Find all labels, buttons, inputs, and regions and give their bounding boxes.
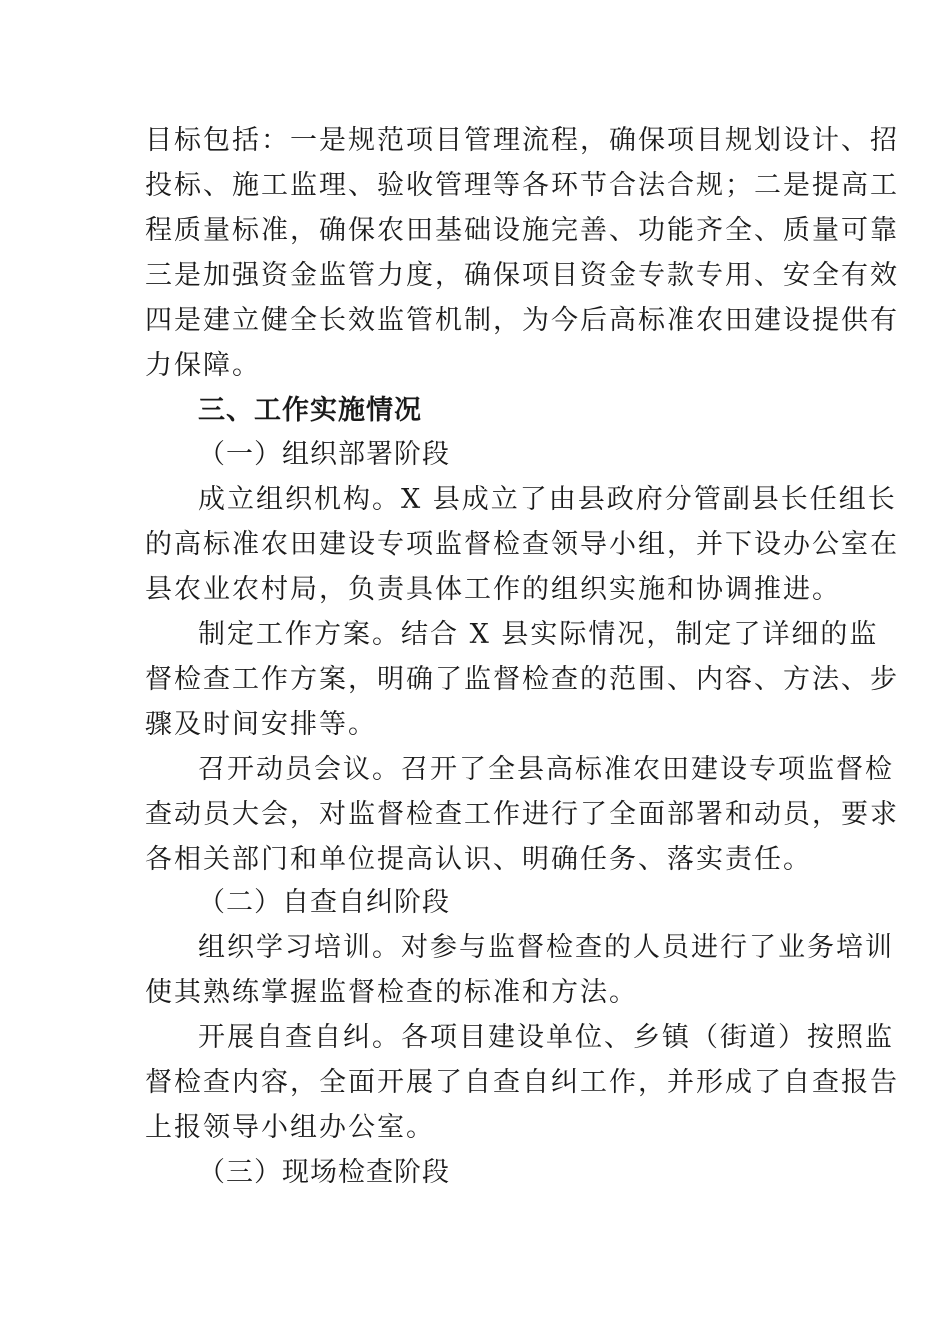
- paragraph-line: 四是建立健全长效监管机制，为今后高标准农田建设提供有: [145, 305, 899, 336]
- paragraph-line: 查动员大会，对监督检查工作进行了全面部署和动员，要求: [145, 799, 899, 830]
- paragraph-line: 各相关部门和单位提高认识、明确任务、落实责任。: [145, 844, 812, 875]
- paragraph-line: 开展自查自纠。各项目建设单位、乡镇（街道）按照监: [198, 1022, 894, 1053]
- subsection-heading: （三）现场检查阶段: [198, 1157, 450, 1188]
- paragraph-line: 使其熟练掌握监督检查的标准和方法。: [145, 977, 638, 1008]
- paragraph-line: 投标、施工监理、验收管理等各环节合法合规；二是提高工: [145, 170, 899, 201]
- paragraph-line: 上报领导小组办公室。: [145, 1112, 435, 1143]
- paragraph-line: 县农业农村局，负责具体工作的组织实施和协调推进。: [145, 574, 841, 605]
- paragraph-line: 目标包括：一是规范项目管理流程，确保项目规划设计、招: [145, 125, 899, 156]
- subsection-heading: （一）组织部署阶段: [198, 439, 450, 470]
- paragraph-line: 督检查工作方案，明确了监督检查的范围、内容、方法、步: [145, 664, 899, 695]
- paragraph-line: 的高标准农田建设专项监督检查领导小组，并下设办公室在: [145, 529, 899, 560]
- section-heading: 三、工作实施情况: [198, 395, 422, 426]
- paragraph-line: 召开动员会议。召开了全县高标准农田建设专项监督检: [198, 754, 894, 785]
- paragraph-line: 骤及时间安排等。: [145, 709, 377, 740]
- subsection-heading: （二）自查自纠阶段: [198, 887, 450, 918]
- paragraph-line: 三是加强资金监管力度，确保项目资金专款专用、安全有效: [145, 260, 899, 291]
- paragraph-line: 组织学习培训。对参与监督检查的人员进行了业务培训: [198, 932, 894, 963]
- paragraph-line: 督检查内容，全面开展了自查自纠工作，并形成了自查报告: [145, 1067, 899, 1098]
- paragraph-line: 力保障。: [145, 350, 261, 381]
- paragraph-line: 程质量标准，确保农田基础设施完善、功能齐全、质量可靠: [145, 215, 899, 246]
- paragraph-line: 成立组织机构。X 县成立了由县政府分管副县长任组长: [198, 484, 897, 515]
- paragraph-line: 制定工作方案。结合 X 县实际情况，制定了详细的监: [198, 619, 879, 650]
